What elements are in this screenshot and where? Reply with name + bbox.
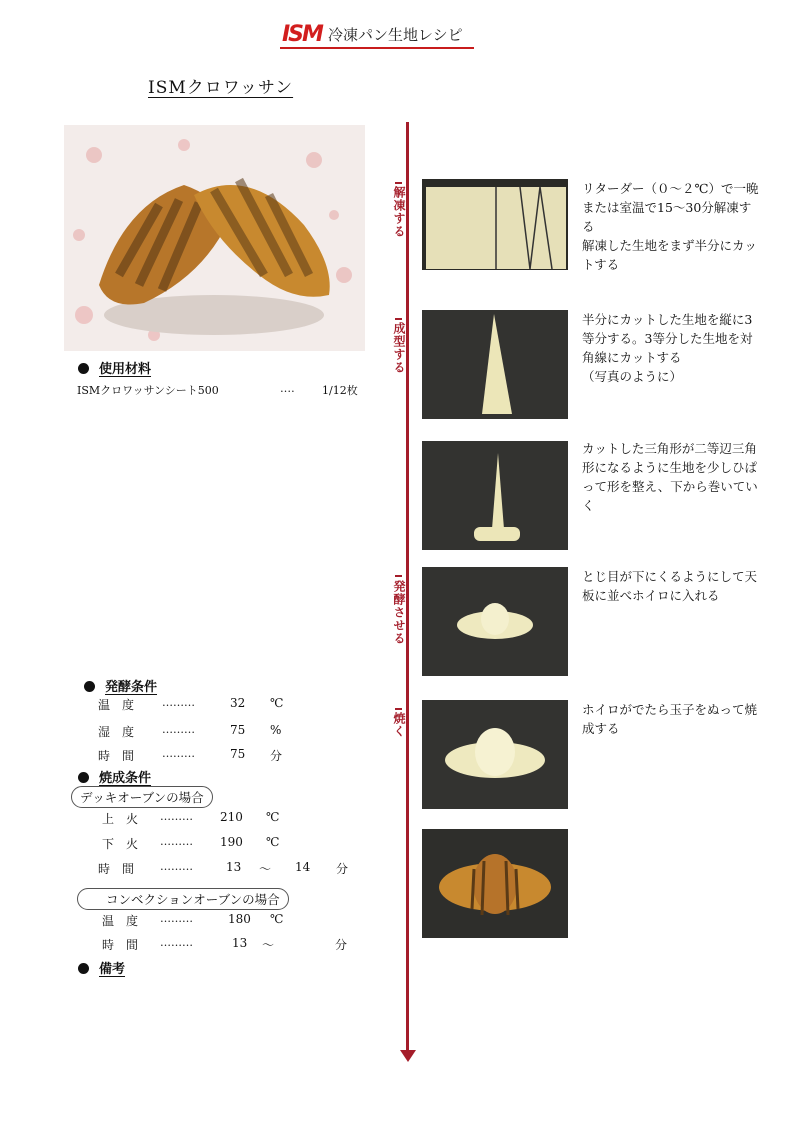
row-unit: 分 [335, 938, 348, 952]
deck-row [102, 835, 362, 852]
bake-heading [78, 767, 151, 786]
material-amount: 1/12枚 [322, 384, 358, 397]
row-dots: ……… [160, 810, 193, 823]
row-unit: ℃ [266, 810, 280, 824]
proof-heading-text: 発酵条件 [105, 680, 158, 695]
row-unit: ℃ [270, 696, 284, 710]
deck-row [102, 810, 362, 827]
row-unit: % [270, 723, 282, 737]
timeline-label-thaw: 解凍する [392, 186, 406, 238]
step-photo-cut [422, 310, 568, 419]
row-value: 13 [226, 860, 242, 874]
row-label: 温 度 [98, 698, 135, 712]
notes-heading-text: 備考 [99, 962, 126, 977]
step-text-cut: 半分にカットした生地を縦に3等分する。3等分した生地を対角線にカットする （写真のように） [582, 312, 753, 384]
step-text-bake: ホイロがでたら玉子をぬって焼成する [582, 702, 758, 736]
proof-row [98, 747, 298, 764]
row-value2: 14 [295, 860, 311, 874]
step-photo-roll [422, 441, 568, 550]
row-label: 時 間 [102, 938, 139, 952]
row-label: 時 間 [98, 862, 135, 876]
step-text-proof: とじ目が下にくるようにして天板に並べホイロに入れる [582, 569, 758, 603]
row-value: 180 [228, 912, 251, 926]
row-label: 上 火 [102, 812, 139, 826]
ism-logo: ISM [282, 22, 322, 47]
bullet-icon [84, 681, 95, 692]
row-value: 32 [230, 696, 246, 710]
logo-subtitle: 冷凍パン生地レシピ [328, 26, 463, 44]
notes-heading [78, 958, 125, 977]
row-dots: ……… [160, 936, 193, 949]
convection-oven-label: コンベクションオーブンの場合 [77, 888, 289, 910]
proof-row [98, 696, 298, 713]
row-dots: ……… [162, 696, 195, 709]
timeline-tick [395, 318, 402, 320]
step-text-thaw: リターダー（０〜２℃）で一晩または室温で15〜30分解凍する 解凍した生地をまず半分にカットする [582, 181, 759, 272]
row-sep: 〜 [262, 938, 275, 952]
timeline-tick [395, 708, 402, 710]
timeline-label-proof: 発酵させる [392, 580, 406, 645]
bullet-icon [78, 963, 89, 974]
page-title: ISMクロワッサン [148, 78, 294, 98]
convection-row [102, 936, 362, 953]
row-sep: 〜 [259, 862, 272, 876]
row-dots: ……… [160, 860, 193, 873]
proof-row [98, 723, 298, 740]
row-value: 13 [232, 936, 248, 950]
row-unit: ℃ [266, 835, 280, 849]
row-label: 下 火 [102, 837, 139, 851]
proof-heading [84, 676, 157, 695]
row-dots: ……… [162, 747, 195, 760]
material-item: ISMクロワッサンシート500 [77, 384, 219, 397]
step-photo-egg-wash [422, 700, 568, 809]
bullet-icon [78, 363, 89, 374]
row-value: 210 [220, 810, 243, 824]
timeline-tick [395, 575, 402, 577]
materials-heading-text: 使用材料 [99, 362, 152, 377]
step-text-roll: カットした三角形が二等辺三角形になるように生地を少しひぱって形を整え、下から巻いていく [582, 441, 758, 513]
row-label: 湿 度 [98, 725, 135, 739]
row-unit: ℃ [270, 912, 284, 926]
row-label: 温 度 [102, 914, 139, 928]
timeline-tick [395, 182, 402, 184]
row-unit: 分 [336, 862, 349, 876]
deck-oven-label: デッキオーブンの場合 [71, 786, 213, 808]
croissant-photo [64, 125, 365, 351]
row-value: 75 [230, 747, 246, 761]
logo-underline [280, 47, 474, 49]
bake-heading-text: 焼成条件 [99, 771, 152, 786]
step-photo-proof [422, 567, 568, 676]
materials-heading [78, 358, 151, 377]
row-value: 75 [230, 723, 246, 737]
bullet-icon [78, 772, 89, 783]
row-dots: ……… [160, 912, 193, 925]
row-unit: 分 [270, 749, 283, 763]
timeline-label-bake: 焼く [392, 712, 406, 738]
timeline-label-shape: 成型する [392, 322, 406, 374]
convection-row [102, 912, 362, 929]
step-photo-thaw [422, 179, 568, 270]
row-dots: ……… [160, 835, 193, 848]
timeline-arrow-icon [400, 1050, 416, 1062]
row-label: 時 間 [98, 749, 135, 763]
material-dots: ‥‥ [280, 382, 295, 395]
deck-row [98, 860, 358, 877]
row-dots: ……… [162, 723, 195, 736]
step-photo-baked [422, 829, 568, 938]
row-value: 190 [220, 835, 243, 849]
